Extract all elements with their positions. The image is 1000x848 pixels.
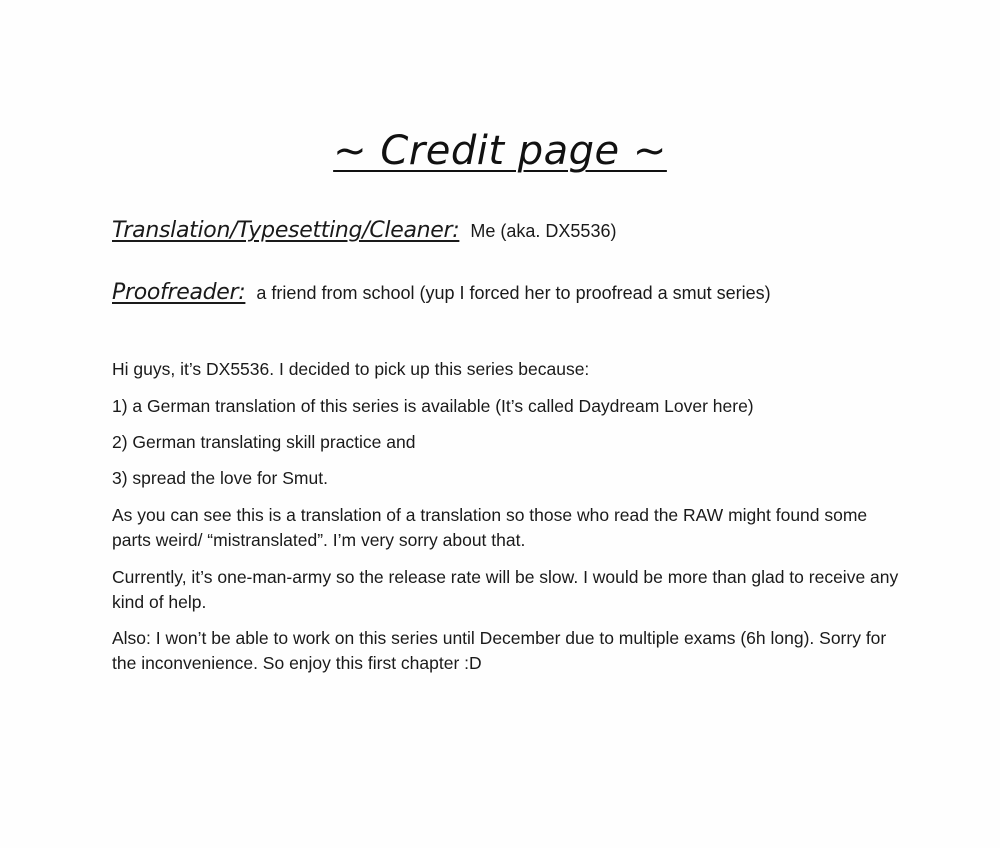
paragraph-schedule: Also: I won’t be able to work on this series until December due to multiple exams (6h long). Sorry for the inconvenience. So enjoy this first chapter :D xyxy=(112,628,887,673)
credit-role-label: Translation/Typesetting/Cleaner: xyxy=(112,218,460,243)
reason-item: 2) German translating skill practice and xyxy=(112,432,416,452)
paragraph-translation-note: As you can see this is a translation of a translation so those who read the RAW might found some parts weird/ “mistranslated”. I’m very sorry about that. xyxy=(112,505,868,550)
intro-text: Hi guys, it’s DX5536. I decided to pick up this series because: xyxy=(112,359,590,379)
credit-proofreader xyxy=(112,280,771,305)
credit-role-label: Proofreader: xyxy=(112,280,246,305)
reason-item: 1) a German translation of this series is available (It’s called Daydream Lover here) xyxy=(112,396,754,416)
page-title-text: ~ Credit page ~ xyxy=(333,128,667,174)
paragraph-release-rate: Currently, it’s one-man-army so the release rate will be slow. I would be more than glad to receive any kind of help. xyxy=(112,567,899,612)
page-title xyxy=(0,128,1000,174)
credit-role-value: Me (aka. DX5536) xyxy=(470,221,617,241)
credit-translation xyxy=(112,218,616,243)
reason-item: 3) spread the love for Smut. xyxy=(112,468,328,488)
credit-role-value: a friend from school (yup I forced her to proofread a smut series) xyxy=(256,283,771,303)
